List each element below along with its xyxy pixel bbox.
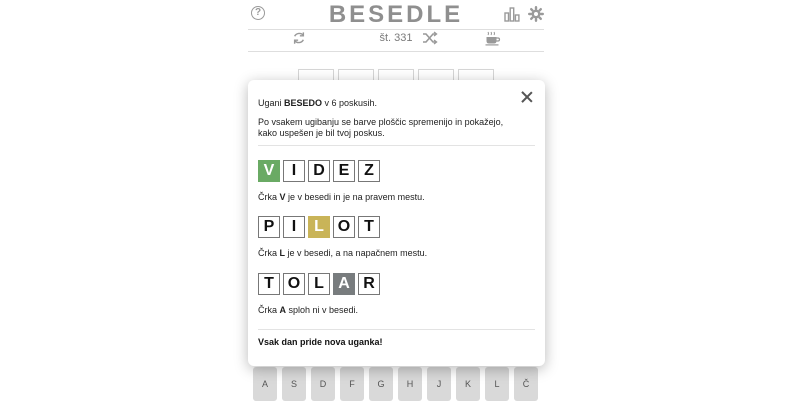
modal-divider (258, 329, 535, 330)
key-a[interactable]: A (253, 367, 277, 401)
key-l[interactable]: L (485, 367, 509, 401)
key-g[interactable]: G (369, 367, 393, 401)
coffee-cup-icon[interactable] (485, 31, 501, 46)
expl-prefix: Črka (258, 192, 280, 202)
expl-suffix: je v besedi, a na napačnem mestu. (285, 248, 428, 258)
tile-correct: V (258, 160, 280, 182)
tile: L (308, 273, 330, 295)
bar-chart-icon[interactable] (504, 6, 520, 22)
example-word-2 (258, 216, 380, 238)
key-f[interactable]: F (340, 367, 364, 401)
shuffle-icon[interactable] (422, 31, 438, 45)
tile: I (283, 160, 305, 182)
tile: R (358, 273, 380, 295)
header (248, 0, 544, 28)
tile: Z (358, 160, 380, 182)
expl-prefix: Črka (258, 305, 280, 315)
gear-icon[interactable] (528, 6, 544, 22)
example-explanation-1 (258, 192, 425, 202)
tile: E (333, 160, 355, 182)
example-explanation-2 (258, 248, 427, 258)
expl-letter: A (279, 305, 287, 315)
expl-prefix: Črka (258, 248, 280, 258)
keyboard-row (253, 367, 538, 401)
tile-absent: A (333, 273, 355, 295)
key-h[interactable]: H (398, 367, 422, 401)
key-j[interactable]: J (427, 367, 451, 401)
tile: O (333, 216, 355, 238)
tile: O (283, 273, 305, 295)
subbar-divider (248, 51, 544, 52)
example-word-3 (258, 273, 380, 295)
example-explanation-3 (258, 305, 358, 315)
help-modal (248, 80, 545, 366)
intro-paragraph: Po vsakem ugibanju se barve ploščic spremenijo in pokažejo, kako uspešen je bil tvoj poskus. (258, 117, 504, 138)
key-d[interactable]: D (311, 367, 335, 401)
tile: T (358, 216, 380, 238)
key-c-caron[interactable]: Č (514, 367, 538, 401)
page-title: BESEDLE (328, 1, 464, 28)
intro-bold-word: BESEDO (284, 98, 323, 108)
modal-divider (258, 145, 535, 146)
expl-suffix: sploh ni v besedi. (286, 305, 359, 315)
expl-letter: V (279, 192, 286, 202)
intro-line (258, 98, 377, 109)
expl-letter: L (279, 248, 286, 258)
daily-puzzle-note: Vsak dan pride nova uganka! (258, 337, 383, 347)
help-icon[interactable]: ? (251, 6, 265, 20)
tile: P (258, 216, 280, 238)
sub-toolbar (248, 30, 544, 48)
expl-suffix: je v besedi in je na pravem mestu. (285, 192, 425, 202)
close-icon[interactable] (521, 91, 533, 103)
game-number: št. 331 (379, 32, 413, 44)
tile-present: L (308, 216, 330, 238)
tile: T (258, 273, 280, 295)
tile: I (283, 216, 305, 238)
key-k[interactable]: K (456, 367, 480, 401)
intro-prefix: Ugani (258, 98, 285, 108)
intro-suffix: v 6 poskusih. (322, 98, 378, 108)
tile: D (308, 160, 330, 182)
example-word-1 (258, 160, 380, 182)
key-s[interactable]: S (282, 367, 306, 401)
